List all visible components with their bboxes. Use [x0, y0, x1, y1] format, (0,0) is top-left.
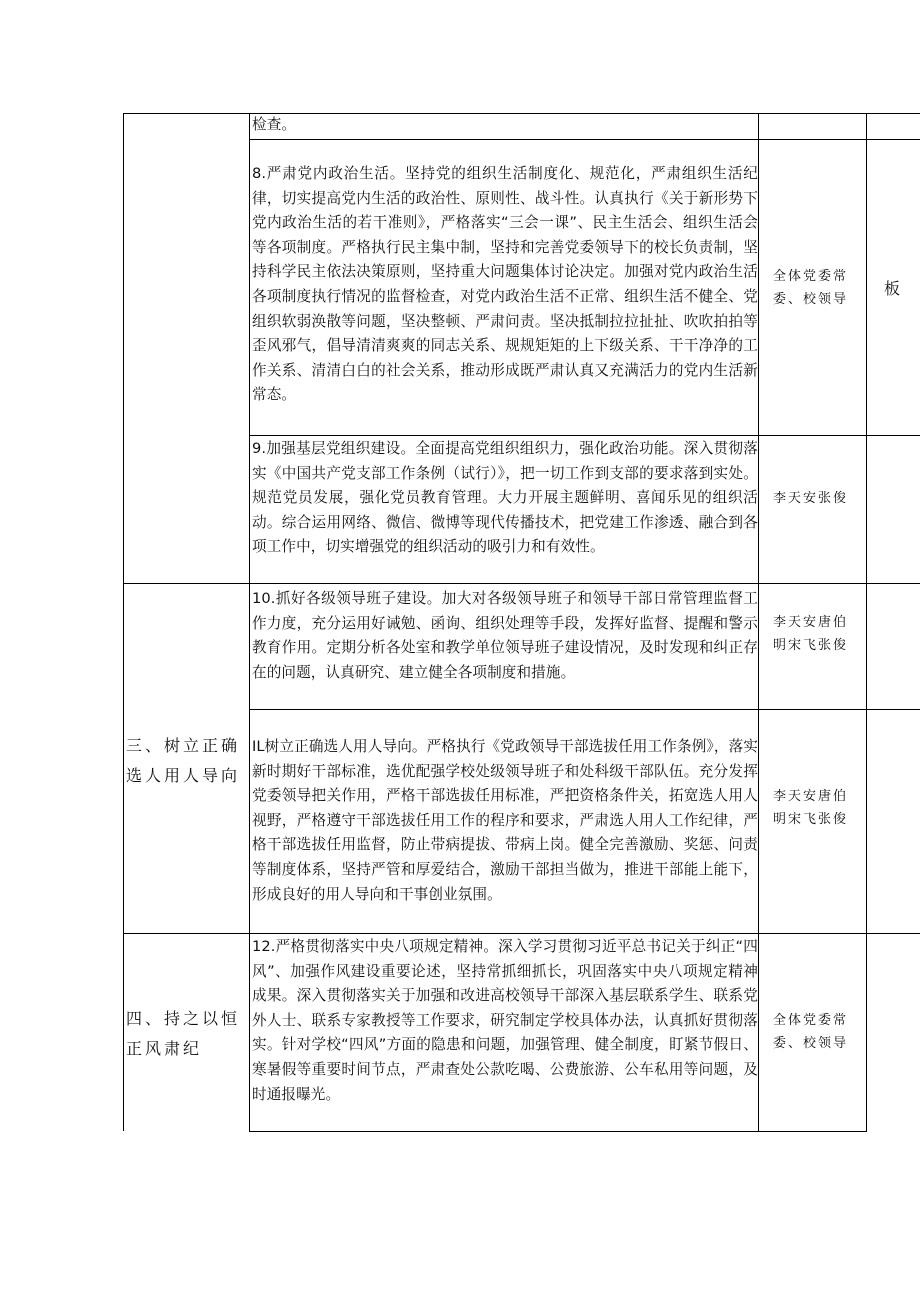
measure-text: 8.严肃党内政治生活。坚持党的组织生活制度化、规范化，严肃组织生活纪律，切实提高党内生活的政治性、原则性、战斗性。认真执行《关于新形势下党内政治生活的若干准则》，严格落实“三会一课”、民主生活会、组织生活会等各项制度。严格执行民主集中制，坚持和完善党委领导下的校长负责制，坚持科学民主依法决策原则，坚持重大问题集体讨论决定。加强对党内政治生活各项制度执行情况的监督检查，对党内政治生活不正常、组织生活不健全、党组织软弱涣散等问题，坚决整顿、严肃问责。坚决抵制拉拉扯扯、吹吹拍拍等歪风邪气，倡导清清爽爽的同志关系、规规矩矩的上下级关系、干干净净的工作关系、清清白白的社会关系，推动形成既严肃认真又充满活力的党内生活新常态。 [252, 165, 758, 404]
measure-text: 12.严格贯彻落实中央八项规定精神。深入学习贯彻习近平总书记关于纠正“四风”、加强作风建设重要论述，坚持常抓细抓长，巩固落实中央八项规定精神成果。深入贯彻落实关于加强和改进高校领导干部深入基层联系学生、联系党外人士、联系专家教授等工作要求，研究制定学校具体办法，认真抓好贯彻落实。针对学校“四风”方面的隐患和问题，加强管理、健全制度，盯紧节假日、寒暑假等重要时间节点，严肃查处公款吃喝、公费旅游、公车私用等问题，及时通报曝光。 [252, 938, 758, 1103]
responsible-person: 李天安唐伯明宋飞张俊 [773, 615, 849, 653]
measure-text: 10.抓好各级领导班子建设。加大对各级领导班子和领导干部日常管理监督工作力度，充分运用好诫勉、函询、组织处理等手段，发挥好监督、提醒和警示教育作用。定期分析各处室和教学单位领导班子建设情况，及时发现和纠正存在的问题，认真研究、建立健全各项制度和措施。 [252, 590, 758, 681]
responsible-person: 全体党委常委、校领导 [773, 1013, 849, 1051]
responsible-person: 全体党委常委、校领导 [773, 269, 849, 307]
category-label: 三、树立正确选人用人导向 [126, 736, 241, 785]
truncated-cell-text: 板 [884, 279, 901, 298]
table-border [123, 113, 124, 1131]
measure-text: 9.加强基层党组织建设。全面提高党组织组织力，强化政治功能。深入贯彻落实《中国共产党支部工作条例（试行）》，把一切工作到支部的要求落到实处。规范党员发展，强化党员教育管理。大力开展主题鲜明、喜闻乐见的组织活动。综合运用网络、微信、微博等现代传播技术，把党建工作渗透、融合到各项工作中，切实增强党的组织活动的吸引力和有效性。 [252, 440, 758, 556]
measure-text: 检查。 [252, 116, 297, 133]
table-border [249, 1131, 867, 1132]
table-border [123, 583, 920, 584]
responsible-person: 李天安唐伯明宋飞张俊 [773, 789, 849, 827]
table-border [758, 113, 759, 1131]
table-border [866, 113, 867, 1131]
table-border [249, 139, 920, 140]
table-border [249, 709, 920, 710]
table-border [123, 933, 920, 934]
table-border [249, 435, 920, 436]
table-border [249, 113, 250, 1131]
category-label: 四、持之以恒正风肃纪 [126, 1009, 241, 1058]
responsible-person: 李天安张俊 [773, 491, 849, 506]
measure-text: IL树立正确选人用人导向。严格执行《党政领导干部选拔任用工作条例》，落实新时期好干部标准，选优配强学校处级领导班子和处科级干部队伍。充分发挥党委领导把关作用，严格干部选拔任用标准，严把资格条件关，拓宽选人用人视野，严格遵守干部选拔任用工作的程序和要求，严肃选人用人工作纪律，严格干部选拔任用监督，防止带病提拔、带病上岗。健全完善激励、奖惩、问责等制度体系，坚持严管和厚爱结合，激励干部担当做为，推进干部能上能下，形成良好的用人导向和干事创业氛围。 [252, 738, 758, 903]
